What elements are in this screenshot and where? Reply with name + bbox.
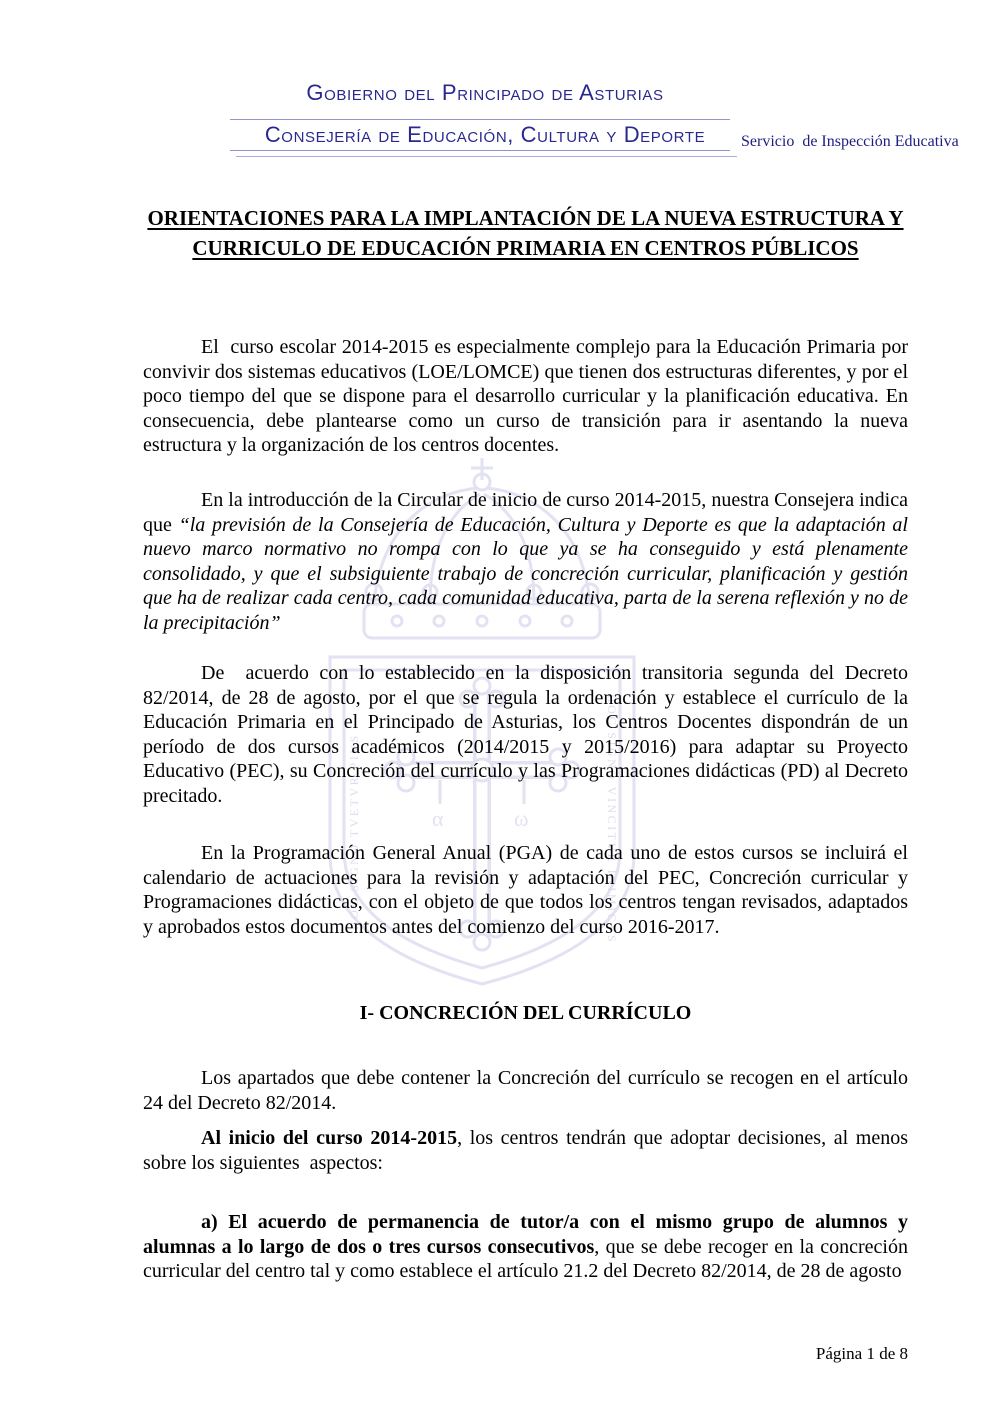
paragraph-apartados: Los apartados que debe contener la Concreción del currículo se recogen en el artículo 24 del Decreto 82/2014. (143, 1067, 913, 1114)
paragraph-inicio-curso-bold: Al inicio del curso 2014-2015 (201, 1127, 458, 1149)
list-item-a (143, 1210, 913, 1284)
paragraph-inicio-curso (143, 1126, 914, 1175)
list-item-a-rest: , que se debe recoger en la concreción curricular del centro tal y como establece el artículo 21.2 del Decreto 82/2014, de 28 de agosto (143, 1235, 913, 1282)
omega-glyph: ω (514, 806, 529, 831)
paragraph-inicio-curso-rest: , los centros tendrán que adoptar decisiones, al menos sobre los siguientes aspectos: (143, 1127, 914, 1174)
paragraph-pga: En la Programación General Anual (PGA) de cada uno de estos cursos se incluirá el calendario de actuaciones para la revisión y adaptación del PEC, Concreción curricular y Programaciones didácticas, con el objeto de que todos los centros tengan revisados, adaptados y aprobados estos documentos antes del comienzo del curso 2016-2017. (143, 842, 913, 938)
paragraph-circular-intro: En la introducción de la Circular de inicio de curso 2014-2015, nuestra Consejera indica que (143, 489, 913, 536)
section-heading-concrecion: I- CONCRECIÓN DEL CURRÍCULO (359, 1002, 692, 1024)
paragraph-circular-quote (143, 488, 913, 635)
alpha-glyph: α (432, 806, 444, 831)
letterhead-department: Consejería de Educación, Cultura y Deporte (264, 122, 706, 147)
letterhead-rule-bottom-2 (236, 156, 737, 157)
watermark-motto-left: HOC SIGNO TVETVR PIVS (347, 733, 361, 930)
letterhead-rule-bottom (230, 150, 730, 151)
paragraph-intro-course: El curso escolar 2014-2015 es especialmente complejo para la Educación Primaria por convivir dos sistemas educativos (LOE/LOMCE) que tienen dos estructuras diferentes, y por el poco tiempo del que se dispone para el desarrollo curricular y la planificación educativa. En consecuencia, debe plantearse como un curso de transición para ir asentando la nueva estructura y la organización de los centros docentes. (143, 336, 913, 456)
letterhead-government: Gobierno del Principado de Asturias (306, 80, 664, 105)
letterhead-rule-top (230, 119, 730, 120)
document-title-line2: CURRICULO DE EDUCACIÓN PRIMARIA EN CENTROS PÚBLICOS (192, 236, 859, 260)
document-title (143, 203, 908, 263)
service-unit-label: Servicio de Inspección Educativa (741, 133, 959, 150)
page-number: Página 1 de 8 (815, 1344, 908, 1363)
paragraph-decreto-822014: De acuerdo con lo establecido en la disposición transitoria segunda del Decreto 82/2014, de 28 de agosto, por el que se regula la ordenación y establece el currículo de la Educación Primaria en el Principado de Asturias, los Centros Docentes dispondrán de un período de dos cursos académicos (2014/2015 y 2015/2016) para adaptar su Proyecto Educativo (PEC), su Concreción del currículo y las Programaciones didácticas (PD) al Decreto precitado. (143, 662, 913, 807)
document-title-line1: ORIENTACIONES PARA LA IMPLANTACIÓN DE LA NUEVA ESTRUCTURA Y (147, 206, 904, 230)
watermark-motto-right: HOC SIGNO VINCITVR INIMICVS (605, 694, 619, 945)
list-item-a-bold: a) El acuerdo de permanencia de tutor/a con el mismo grupo de alumnos y alumnas a lo largo de dos o tres cursos consecutivos (143, 1211, 913, 1258)
consejera-quote: “la previsión de la Consejería de Educación, Cultura y Deporte es que la adaptación al nuevo marco normativo no rompa con lo que ya se ha conseguido y está plenamente consolidado, y que el subsiguiente trabajo de concreción curricular, planificación y gestión que ha de realizar cada centro, cada comunidad educativa, parta de la serena reflexión y no de la precipitación” (143, 513, 913, 634)
